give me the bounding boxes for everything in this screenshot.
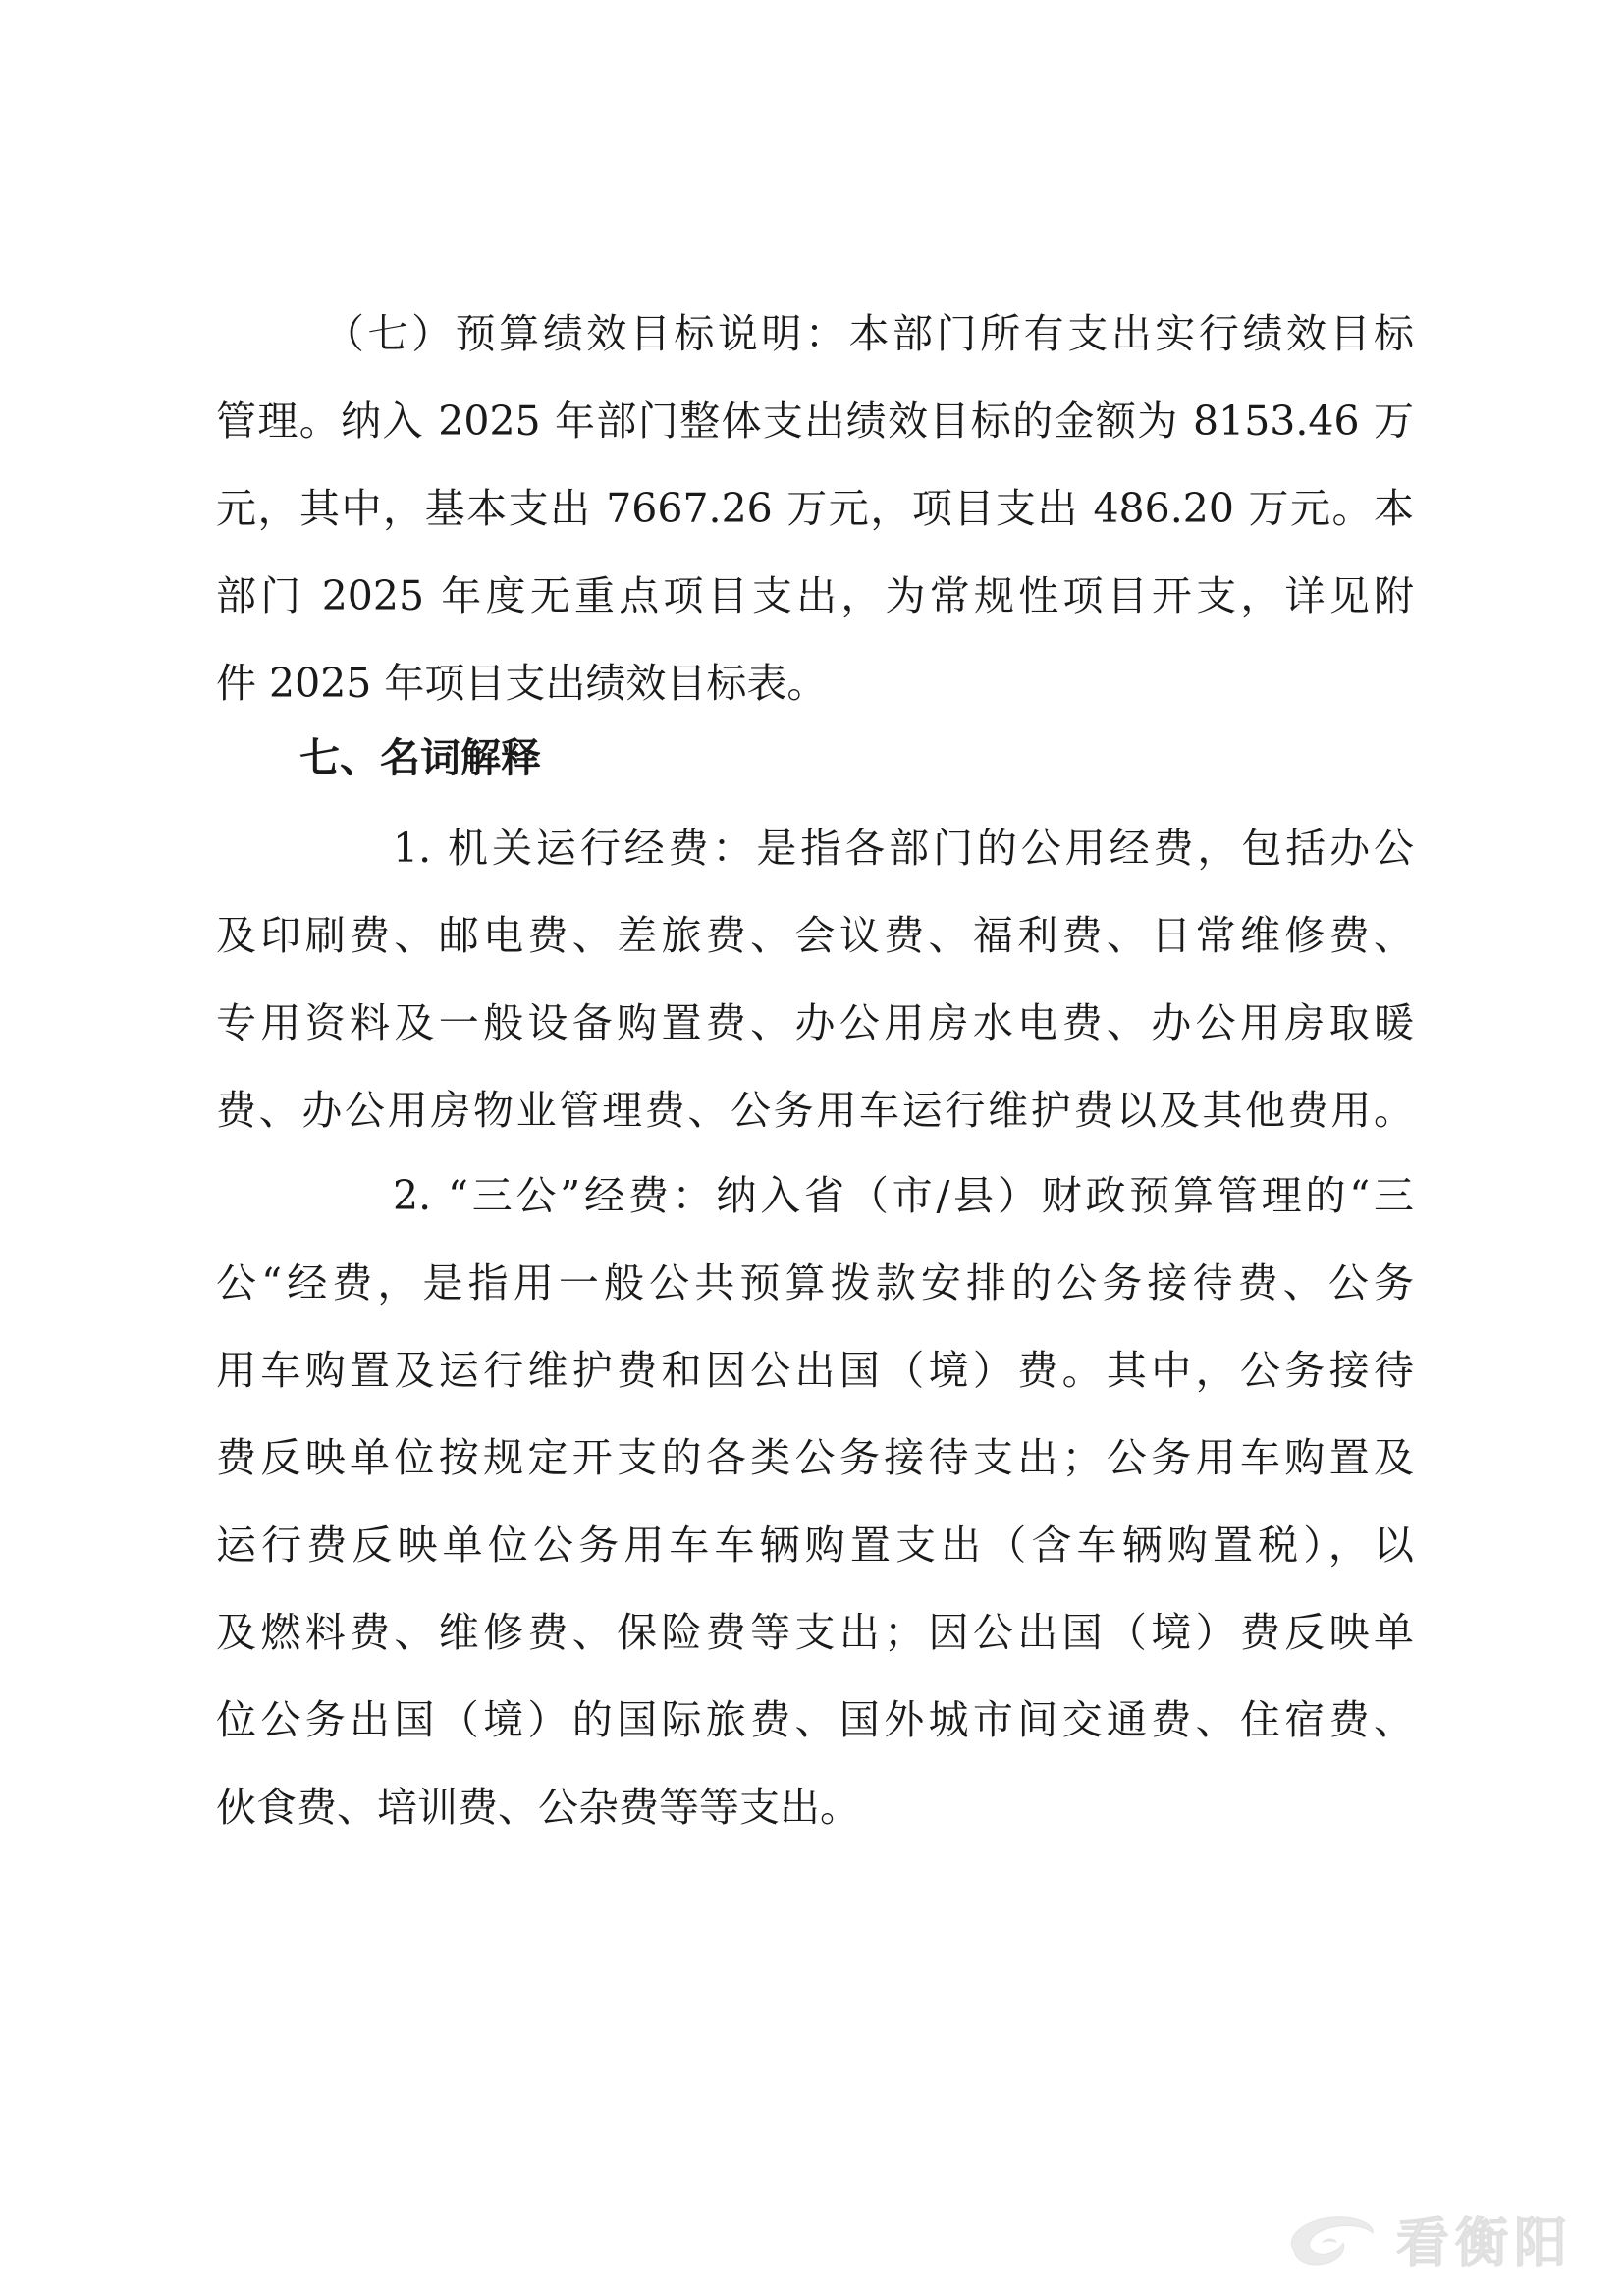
section-7-line-5: 件 2025 年项目支出绩效目标表。 — [216, 660, 828, 707]
watermark-text: 看衡阳 — [1396, 2211, 1573, 2273]
swirl-logo-icon — [1274, 2208, 1382, 2269]
term-2-line-8: 伙食费、培训费、公杂费等等支出。 — [216, 1784, 860, 1831]
section-7-line-3: 元，其中，基本支出 7667.26 万元，项目支出 486.20 万元。本 — [216, 485, 1414, 532]
term-2-line-1: 2. “三公”经费：纳入省（市/县）财政预算管理的“三 — [393, 1172, 1414, 1219]
section-heading: 七、名词解释 — [299, 734, 541, 781]
term-2-line-2: 公“经费，是指用一般公共预算拨款安排的公务接待费、公务 — [216, 1259, 1414, 1307]
term-1-line-4: 费、办公用房物业管理费、公务用车运行维护费以及其他费用。 — [216, 1087, 1414, 1134]
section-7-line-1: （七）预算绩效目标说明：本部门所有支出实行绩效目标 — [324, 310, 1414, 357]
term-2-line-4: 费反映单位按规定开支的各类公务接待支出；公务用车购置及 — [216, 1434, 1414, 1481]
term-2-line-7: 位公务出国（境）的国际旅费、国外城市间交通费、住宿费、 — [216, 1696, 1414, 1743]
term-1-line-2: 及印刷费、邮电费、差旅费、会议费、福利费、日常维修费、 — [216, 912, 1414, 959]
term-2-line-6: 及燃料费、维修费、保险费等支出；因公出国（境）费反映单 — [216, 1609, 1414, 1656]
section-7-line-2: 管理。纳入 2025 年部门整体支出绩效目标的金额为 8153.46 万 — [216, 398, 1414, 445]
section-7-line-4: 部门 2025 年度无重点项目支出，为常规性项目开支，详见附 — [216, 572, 1414, 619]
watermark — [1274, 2204, 1573, 2272]
term-1-line-1: 1. 机关运行经费：是指各部门的公用经费，包括办公 — [393, 825, 1414, 872]
term-2-line-3: 用车购置及运行维护费和因公出国（境）费。其中，公务接待 — [216, 1347, 1414, 1394]
term-2-line-5: 运行费反映单位公务用车车辆购置支出（含车辆购置税），以 — [216, 1522, 1414, 1569]
term-1-line-3: 专用资料及一般设备购置费、办公用房水电费、办公用房取暖 — [216, 999, 1414, 1046]
